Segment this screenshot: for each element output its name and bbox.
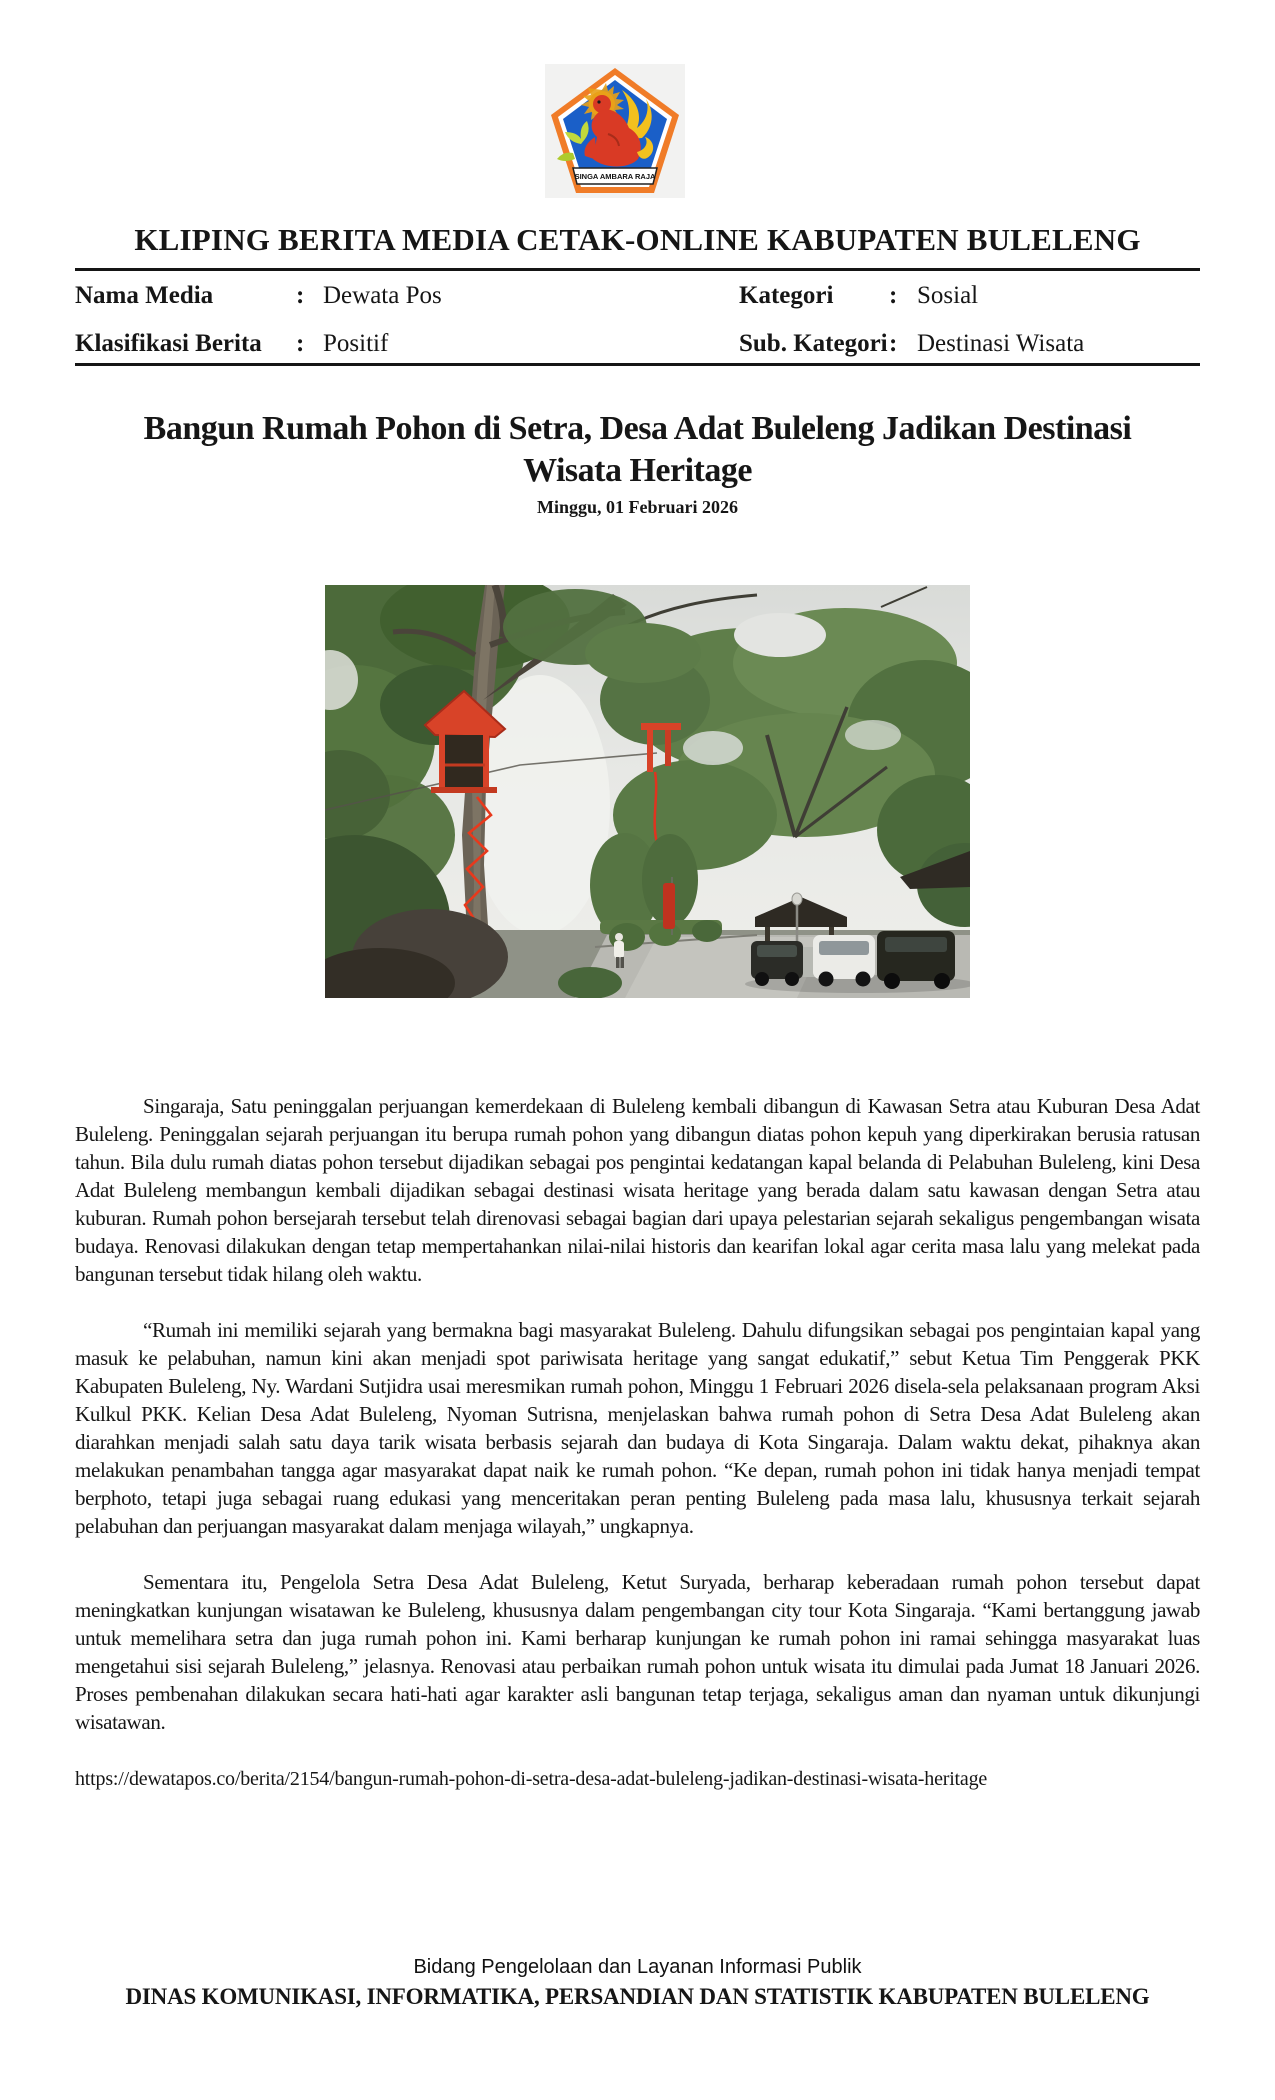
article-paragraph: Singaraja, Satu peninggalan perjuangan kemerdekaan di Buleleng kembali dibangun di Kawasan Setra atau Kuburan Desa Adat Buleleng. Peninggalan sejarah perjuangan itu berupa rumah pohon yang dibangun diatas pohon kepuh yang diperkirakan berusia ratusan tahun. Bila dulu rumah diatas pohon tersebut dijadikan sebagai pos pengintai kedatangan kapal belanda di Pelabuhan Buleleng, kini Desa Adat Buleleng membangun kembali dijadikan sebagai destinasi wisata heritage yang berada dalam satu kawasan dengan Setra atau kuburan. Rumah pohon bersejarah tersebut telah direnovasi sebagai bagian dari upaya pelestarian sejarah sekaligus pengembangan wisata budaya. Renovasi dilakukan dengan tetap mempertahankan nilai-nilai historis dan kearifan lokal agar cerita masa lalu yang melekat pada bangunan tersebut tidak hilang oleh waktu. [75,1094,1200,1286]
meta-colon: : [296,282,305,309]
meta-label-klasifikasi: Klasifikasi Berita [75,330,262,357]
article-paragraph: Sementara itu, Pengelola Setra Desa Adat Buleleng, Ketut Suryada, berharap keberadaan rumah pohon tersebut dapat meningkatkan kunjungan wisatawan ke Buleleng, khususnya dalam pengembangan city tour Kota Singaraja. “Kami bertanggung jawab untuk memelihara setra dan juga rumah pohon ini. Kami berharap kunjungan ke rumah pohon ini ramai sehingga masyarakat luas mengetahui sisi sejarah Buleleng,” jelasnya. Renovasi atau perbaikan rumah pohon untuk wisata itu dimulai pada Jumat 18 Januari 2026. Proses pembenahan dilakukan secara hati-hati agar karakter asli bangunan tetap terjaga, sekaligus aman dan nyaman untuk dikunjungi wisatawan. [75,1570,1200,1734]
source-url-link[interactable]: https://dewatapos.co/berita/2154/bangun-rumah-pohon-di-setra-desa-adat-buleleng-jadikan-destinasi-wisata-heritage [75,1768,988,1790]
meta-colon: : [889,282,898,309]
meta-value-kategori: Sosial [917,282,979,309]
meta-label-nama-media: Nama Media [75,282,214,309]
article-paragraph: “Rumah ini memiliki sejarah yang bermakna bagi masyarakat Buleleng. Dahulu difungsikan sebagai pos pengintaian kapal yang masuk ke pelabuhan, namun kini akan menjadi spot pariwisata heritage yang sangat edukatif,” sebut Ketua Tim Penggerak PKK Kabupaten Buleleng, Ny. Wardani Sutjidra usai meresmikan rumah pohon, Minggu 1 Februari 2026 disela-sela pelaksanaan program Aksi Kulkul PKK. Kelian Desa Adat Buleleng, Nyoman Sutrisna, menjelaskan bahwa rumah pohon di Setra Desa Adat Buleleng akan diarahkan menjadi salah satu daya tarik wisata berbasis sejarah dan budaya di Kota Singaraja. Dalam waktu dekat, pihaknya akan melakukan penambahan tangga agar masyarakat dapat naik ke rumah pohon. “Ke depan, rumah pohon ini tidak hanya menjadi tempat berphoto, tetapi juga sebagai ruang edukasi yang menceritakan peran penting Buleleng pada masa lalu, khususnya terkait sejarah pelabuhan dan perjuangan masyarakat dalam menjaga wilayah,” ungkapnya. [75,1318,1200,1538]
footer-division: Bidang Pengelolaan dan Layanan Informasi Publik [413,1956,862,1978]
article-photo [325,585,970,998]
footer-agency: DINAS KOMUNIKASI, INFORMATIKA, PERSANDIAN DAN STATISTIK KABUPATEN BULELENG [125,1984,1150,2009]
meta-value-sub-kategori: Destinasi Wisata [917,330,1085,357]
article-title-line1: Bangun Rumah Pohon di Setra, Desa Adat Buleleng Jadikan Destinasi [143,410,1132,447]
buleleng-crest-logo [545,64,685,198]
article-title [75,408,1200,492]
meta-colon: : [296,330,305,357]
divider-meta-bottom [75,363,1200,366]
article-date: Minggu, 01 Februari 2026 [537,497,738,517]
meta-label-sub-kategori: Sub. Kategori [739,330,888,357]
meta-label-kategori: Kategori [739,282,834,309]
treehouse-photo-illustration [325,585,970,998]
crest-banner-text: SINGA AMBARA RAJA [574,172,656,181]
article-body [75,1092,1200,1793]
meta-colon: : [889,330,898,357]
meta-value-nama-media: Dewata Pos [323,282,442,309]
document-title: KLIPING BERITA MEDIA CETAK-ONLINE KABUPATEN BULELENG [134,222,1141,257]
meta-value-klasifikasi: Positif [323,330,389,357]
divider-top [75,268,1200,271]
article-title-line2: Wisata Heritage [523,452,752,489]
singa-ambara-raja-crest-icon [545,64,685,198]
